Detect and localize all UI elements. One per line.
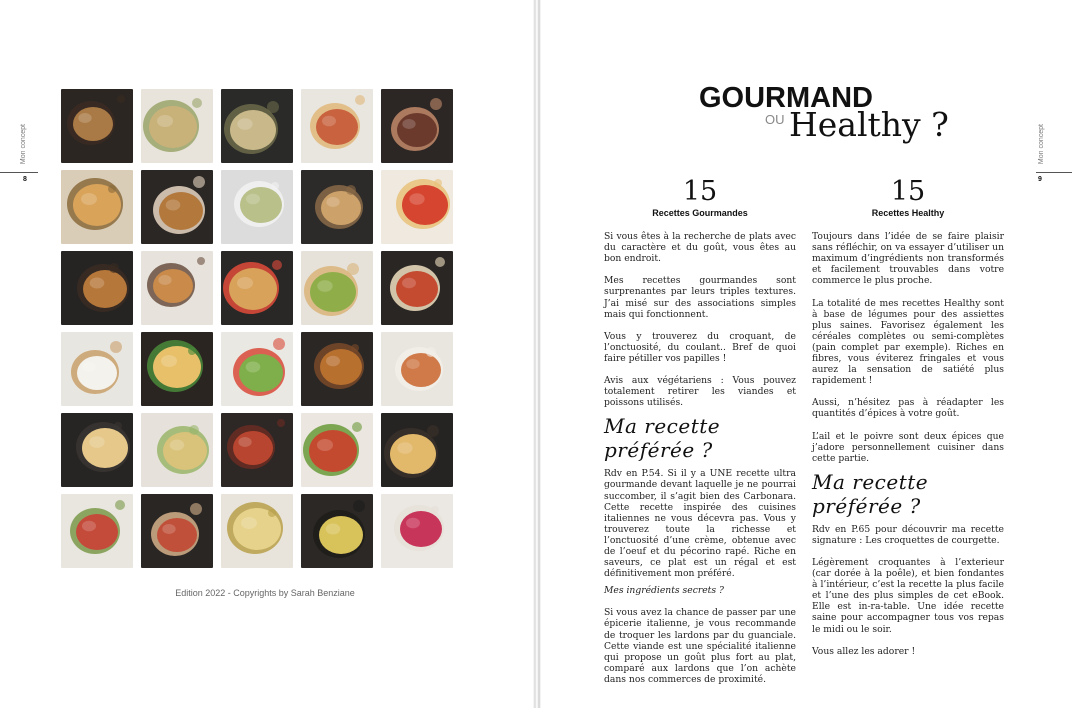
title-healthy: Healthy ? <box>789 105 949 144</box>
secret-ingredients-heading: Mes ingrédients secrets ? <box>604 585 724 597</box>
cheese-melt-photo <box>381 413 453 487</box>
lasagna-dish-photo <box>141 251 213 325</box>
recipe-count: 15 <box>890 176 926 207</box>
pasta-bowl-photo <box>381 332 453 406</box>
omelette-wedges-photo <box>221 494 293 568</box>
copyright-text: Edition 2022 - Copyrights by Sarah Benziane <box>175 588 355 598</box>
favorite-recipe-script-heading: Ma recette préférée ? <box>812 469 929 518</box>
bread-loaf-photo <box>61 89 133 163</box>
risotto-bowl-photo <box>301 494 373 568</box>
photo-grid <box>61 89 456 569</box>
green-wraps-photo <box>221 332 293 406</box>
tomato-tart-photo <box>381 170 453 244</box>
paragraph: Rdv en P.65 pour découvrir ma recette signature : Les croquettes de courgette. <box>812 523 1004 546</box>
paragraph: Légèrement croquantes à l’exterieur (car dorée à la poêle), et bien fondantes à l’intérieur, c’est la recette la plus facile et l’une des plus simples de cet eBook. Elle est in-ra-table. Une idée recette saine pour accompagner tous vos repas le midi ou le soir. <box>812 556 1004 635</box>
paragraph: Rdv en P.54. Si il y a UNE recette ultra gourmande devant laquelle je ne pourrai succomber, il s’agit bien des Carbonara. Cette recette inspirée des cuisines italiennes ne vous décevra pas. Vous y trouverez toute la richesse et l’onctuosité d’une crème, obtenue avec de l’oeuf et du pécorino rapé. Riche en saveurs, ce plat est un régal et est définitivement mon préféré. <box>604 468 796 580</box>
paragraph: Vous allez les adorer ! <box>812 645 916 657</box>
paragraph: L’ail et le poivre sont deux épices que j’adore personnellement cuisiner dans cette partie. <box>812 430 1004 464</box>
bruschetta-photo <box>141 494 213 568</box>
toast-fingers-photo <box>301 332 373 406</box>
paragraph: Vous y trouverez du croquant, de l’onctuosité, du coulant.. Bref de quoi faire pétiller vos papilles ! <box>604 330 796 364</box>
paragraph: Avis aux végétariens : Vous pouvez totalement retirer les viandes et poissons utilisés. <box>604 375 796 409</box>
paragraph: Si vous avez la chance de passer par une épicerie italienne, je vous recommande de troquer les lardons par du guanciale. Cette viande est une spécialité italienne qui propose un goût plus fort au plat, comparé aux lardons que l’on achète dans nos commerces de proximité. <box>604 607 796 685</box>
sandwich-photo <box>61 494 133 568</box>
quiche-photo <box>301 170 373 244</box>
omelette-photo <box>141 332 213 406</box>
left-side-label: Mon concept <box>20 124 27 165</box>
avocado-toast-photo <box>301 251 373 325</box>
left-page-number: 8 <box>23 176 27 183</box>
pizza-slices-photo <box>301 89 373 163</box>
right-side-label: Mon concept <box>1038 124 1045 165</box>
right-page-number: 9 <box>1038 176 1042 183</box>
left-page-marker-line <box>0 172 38 173</box>
yogurt-bowls-photo <box>61 332 133 406</box>
paragraph: Aussi, n’hésitez pas à réadapter les quantités d’épices à votre goût. <box>812 397 1004 420</box>
column-healthy <box>812 178 1004 668</box>
carbonara-pan-photo <box>61 413 133 487</box>
paragraph: Mes recettes gourmandes sont surprenantes par leurs triples textures. J’ai misé sur des associations simples mais qui fonctionnent. <box>604 275 796 320</box>
column-heading: Recettes Healthy <box>871 208 945 218</box>
mini-tarts-photo <box>221 251 293 325</box>
right-page-marker-line <box>1036 172 1072 173</box>
column-heading: Recettes Gourmandes <box>652 208 748 218</box>
baked-eggs-photo <box>381 251 453 325</box>
paragraph: Si vous êtes à la recherche de plats avec du caractère et du goût, vous êtes au bon endroit. <box>604 231 796 265</box>
cake-slice-photo <box>141 89 213 163</box>
spaghetti-fork-photo <box>141 413 213 487</box>
lasagna-plate-photo <box>301 413 373 487</box>
beet-hummus-photo <box>381 494 453 568</box>
title-gourmand: GOURMAND <box>699 82 873 114</box>
favorite-recipe-script-heading: Ma recette préférée ? <box>604 414 721 463</box>
skillet-gratin-photo <box>61 251 133 325</box>
paragraph: Toujours dans l’idée de se faire plaisir sans réfléchir, on va essayer d’utiliser un maximum d’ingrédients non transformés et facilement trouvables dans votre commerce le plus proche. <box>812 231 1004 287</box>
muffins-tray-photo <box>61 170 133 244</box>
recipe-count: 15 <box>682 176 718 207</box>
bites-plate-photo <box>141 170 213 244</box>
meat-sauce-photo <box>221 413 293 487</box>
title-ou: OU <box>765 112 785 127</box>
book-gutter <box>533 0 541 708</box>
paragraph: La totalité de mes recettes Healthy sont à base de légumes pour des assiettes plus saines. Favorisez également les céréales complètes ou semi-complètes (pain complet par exemple). Riches en fibres, vous éviterez fringales et vous aurez la sensation de satiété plus rapidement ! <box>812 297 1004 387</box>
pasta-pesto-photo <box>221 170 293 244</box>
column-gourmandes <box>604 178 796 696</box>
chocolate-dessert-photo <box>381 89 453 163</box>
flatbread-pizza-photo <box>221 89 293 163</box>
